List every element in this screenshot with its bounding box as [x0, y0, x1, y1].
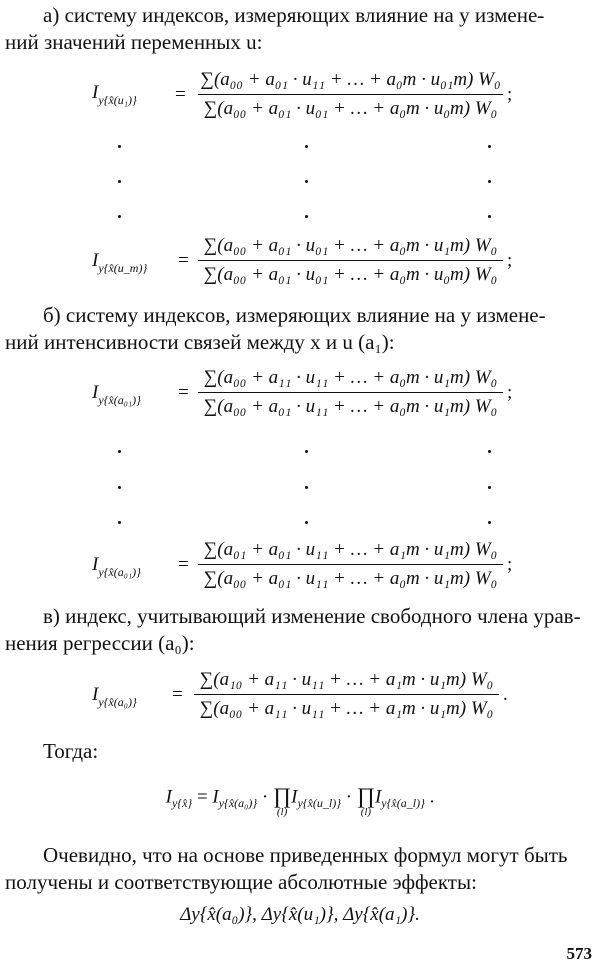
product-symbol: ∏ (l) — [356, 783, 375, 818]
equation-b1-punct: ; — [507, 382, 513, 403]
paragraph-c-line1: в) индекс, учитывающий изменение свободного члена урав- — [43, 604, 581, 628]
then-text: Тогда: — [43, 739, 99, 763]
equation-a1-fraction — [198, 68, 503, 121]
equation-b2-denominator: ∑(a₀₀ + a₀₁ · u₁₁ + … + a₀m · u₁m) W₀ — [203, 568, 498, 589]
equation-a2-denominator: ∑(a₀₀ + a₀₁ · u₀₁ + … + a₀m · u₀m) W₀ — [203, 264, 498, 285]
ellipsis-row — [0, 513, 600, 533]
equation-b1: $I_{y\{x̂(a_{01})\}}$ = ∑(a₀₀ + a₁₁ · u₁₁ + … + a₀m · u₁m) W₀ ∑(a₀₀ + a₀₁ · u₁₁ + … + a₀m · u₁m) W₀ ; — [92, 367, 513, 417]
ellipsis-row — [0, 172, 600, 192]
paragraph-c-line2: нения регрессии (a₀): — [5, 631, 195, 655]
paragraph-obvious-line1: Очевидно, что на основе приведенных формул могут быть — [43, 843, 568, 867]
paragraph-obvious — [5, 842, 593, 896]
paragraph-obvious-line2: получены и соответствующие абсолютные эффекты: — [5, 870, 477, 894]
equation-b1-lhs: $I_{y\{x̂(a_{01})\}}$ — [92, 382, 141, 407]
equation-a1-punct: ; — [507, 84, 513, 105]
equation-a2: $I_{y\{x̂(u\_m)\}}$ = ∑(a₀₀ + a₀₁ · u₀₁ + … + a₀m · u₁m) W₀ ∑(a₀₀ + a₀₁ · u₀₁ + … + a₀m · u₀m) W₀ ; — [92, 235, 513, 285]
ellipsis-row — [0, 137, 600, 157]
equation-c: $I_{y\{x̂(a_0)\}}$ = ∑(a₁₀ + a₁₁ · u₁₁ + … + a₁m · u₁m) W₀ ∑(a₀₀ + a₁₁ · u₁₁ + … + a₁m · u₁m) W₀ . — [92, 669, 508, 719]
page-number: 573 — [566, 944, 592, 963]
equation-b2-punct: ; — [507, 554, 513, 575]
paragraph-b — [5, 302, 593, 356]
equation-b1-denominator: ∑(a₀₀ + a₀₁ · u₁₁ + … + a₀m · u₁m) W₀ — [203, 396, 498, 417]
paragraph-then — [5, 738, 593, 765]
equation-b2-numerator: ∑(a₀₁ + a₀₁ · u₁₁ + … + a₁m · u₁m) W₀ — [203, 539, 498, 560]
equation-absolute-effects: Δy{x̂(a₀)}, Δy{x̂(u₁)}, Δy{x̂(a₁)}. — [180, 904, 420, 925]
equation-a2-numerator: ∑(a₀₀ + a₀₁ · u₀₁ + … + a₀m · u₁m) W₀ — [203, 235, 498, 256]
equation-a1: $I_{y\{x̂(u_1)\}}$ = ∑(a₀₀ + a₀₁ · u₁₁ + … + a₀m · u₀₁m) W₀ ∑(a₀₀ + a₀₁ · u₀₁ + … + a₀m · u₀m) W₀ ; — [92, 69, 513, 119]
equation-a2-lhs: $I_{y\{x̂(u\_m)\}}$ — [92, 250, 148, 275]
paragraph-b-line2: ний интенсивности связей между x и u (a₁): — [5, 330, 395, 354]
equation-b2-lhs: $I_{y\{x̂(a_{01})\}}$ — [92, 554, 141, 579]
equation-total: $I_{y\{x̂\}} = I_{y\{x̂(a_0)\}}$ · ∏ (l) $I_{y\{x̂(u\_l)\}}$ · ∏ (l) $I_{y\{x̂(a\_l)\}}$ . — [165, 783, 435, 818]
equation-c-numerator: ∑(a₁₀ + a₁₁ · u₁₁ + … + a₁m · u₁m) W₀ — [199, 669, 494, 690]
paragraph-a — [5, 2, 593, 56]
product-symbol: ∏ (l) — [272, 783, 292, 818]
equation-b1-numerator: ∑(a₀₀ + a₁₁ · u₁₁ + … + a₀m · u₁m) W₀ — [203, 367, 498, 388]
ellipsis-row — [0, 478, 600, 498]
ellipsis-row — [0, 442, 600, 462]
equation-c-denominator: ∑(a₀₀ + a₁₁ · u₁₁ + … + a₁m · u₁m) W₀ — [199, 698, 494, 719]
equation-b2: $I_{y\{x̂(a_{01})\}}$ = ∑(a₀₁ + a₀₁ · u₁₁ + … + a₁m · u₁m) W₀ ∑(a₀₀ + a₀₁ · u₁₁ + … + a₀m · u₁m) W₀ ; — [92, 539, 513, 589]
paragraph-b-line1: б) систему индексов, измеряющих влияние на y измене- — [43, 303, 546, 327]
equation-a2-fraction — [198, 234, 503, 287]
paragraph-a-line2: ний значений переменных u: — [5, 30, 263, 54]
equation-a1-numerator: ∑(a₀₀ + a₀₁ · u₁₁ + … + a₀m · u₀₁m) W₀ — [200, 69, 501, 90]
equation-c-fraction — [194, 668, 499, 721]
ellipsis-row — [0, 207, 600, 227]
equation-a2-punct: ; — [507, 250, 513, 271]
equation-a1-denominator: ∑(a₀₀ + a₀₁ · u₀₁ + … + a₀m · u₀m) W₀ — [203, 98, 498, 119]
equation-a1-lhs: $I_{y\{x̂(u_1)\}}$ — [92, 82, 137, 107]
equation-b2-fraction — [198, 538, 503, 591]
equation-b1-fraction — [198, 366, 503, 419]
paragraph-c — [5, 603, 593, 657]
equation-c-lhs: $I_{y\{x̂(a_0)\}}$ — [92, 684, 137, 709]
paragraph-a-line1: а) систему индексов, измеряющих влияние на y измене- — [43, 3, 545, 27]
equation-c-punct: . — [503, 684, 508, 705]
